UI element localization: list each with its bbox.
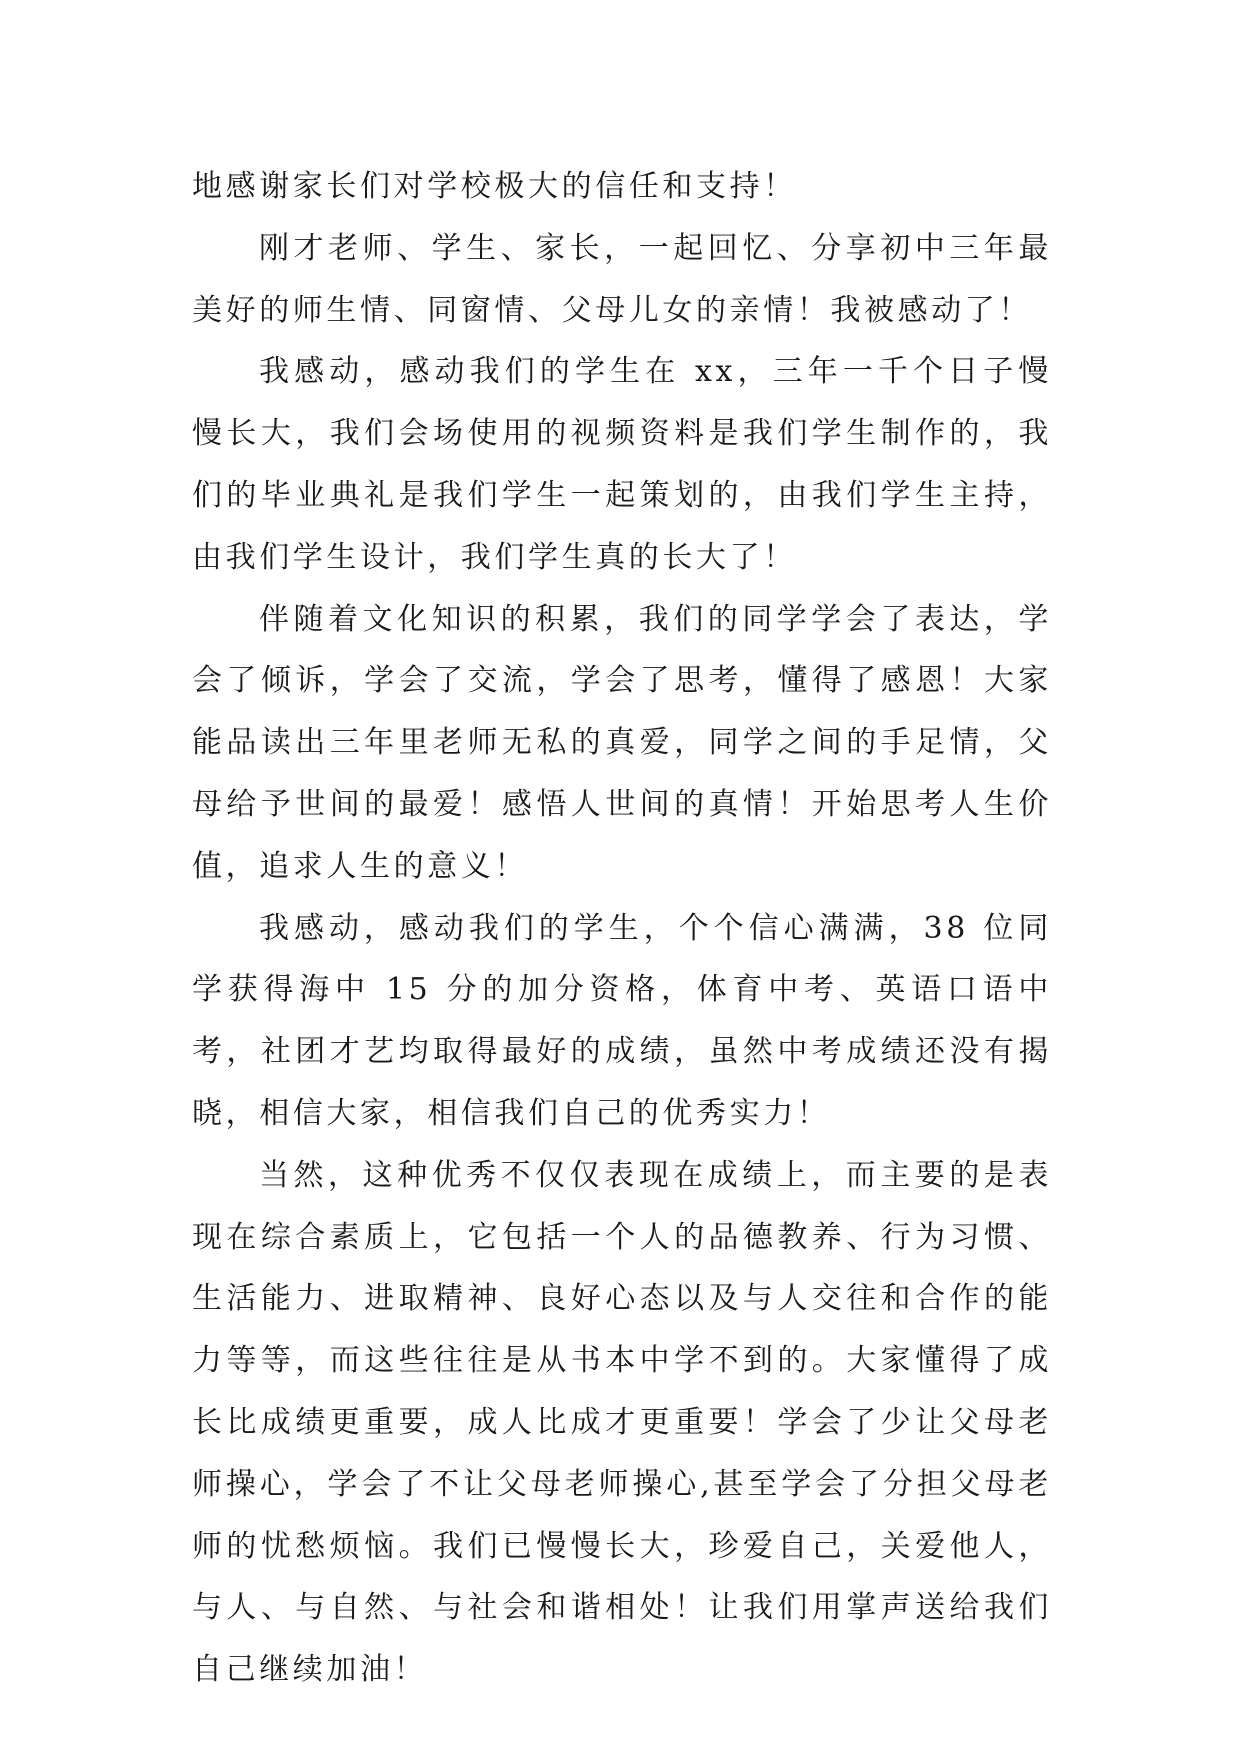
paragraph: 伴随着文化知识的积累，我们的同学学会了表达，学会了倾诉，学会了交流，学会了思考，懂得了感恩！大家能品读出三年里老师无私的真爱，同学之间的手足情，父母给予世间的最爱！感悟人世间的真情！开始思考人生价值，追求人生的意义！ <box>192 601 1052 884</box>
paragraph: 我感动，感动我们的学生，个个信心满满，38 位同学获得海中 15 分的加分资格，体育中考、英语口语中考，社团才艺均取得最好的成绩，虽然中考成绩还没有揭晓，相信大家，相信我们自己的优秀实力！ <box>192 910 1052 1131</box>
paragraph: 我感动，感动我们的学生在 xx，三年一千个日子慢慢长大，我们会场使用的视频资料是我们学生制作的，我们的毕业典礼是我们学生一起策划的，由我们学生主持，由我们学生设计，我们学生真的长大了！ <box>192 354 1052 575</box>
paragraph: 当然，这种优秀不仅仅表现在成绩上，而主要的是表现在综合素质上，它包括一个人的品德教养、行为习惯、生活能力、进取精神、良好心态以及与人交往和合作的能力等等，而这些往往是从书本中学不到的。大家懂得了成长比成绩更重要，成人比成才更重要！学会了少让父母老师操心，学会了不让父母老师操心,甚至学会了分担父母老师的忧愁烦恼。我们已慢慢长大，珍爱自己，关爱他人，与人、与自然、与社会和谐相处！让我们用掌声送给我们自己继续加油！ <box>192 1157 1052 1688</box>
document-body <box>192 156 1052 1701</box>
paragraph: 刚才老师、学生、家长，一起回忆、分享初中三年最美好的师生情、同窗情、父母儿女的亲情！我被感动了！ <box>192 230 1052 328</box>
paragraph-continuation: 地感谢家长们对学校极大的信任和支持！ <box>192 169 797 204</box>
